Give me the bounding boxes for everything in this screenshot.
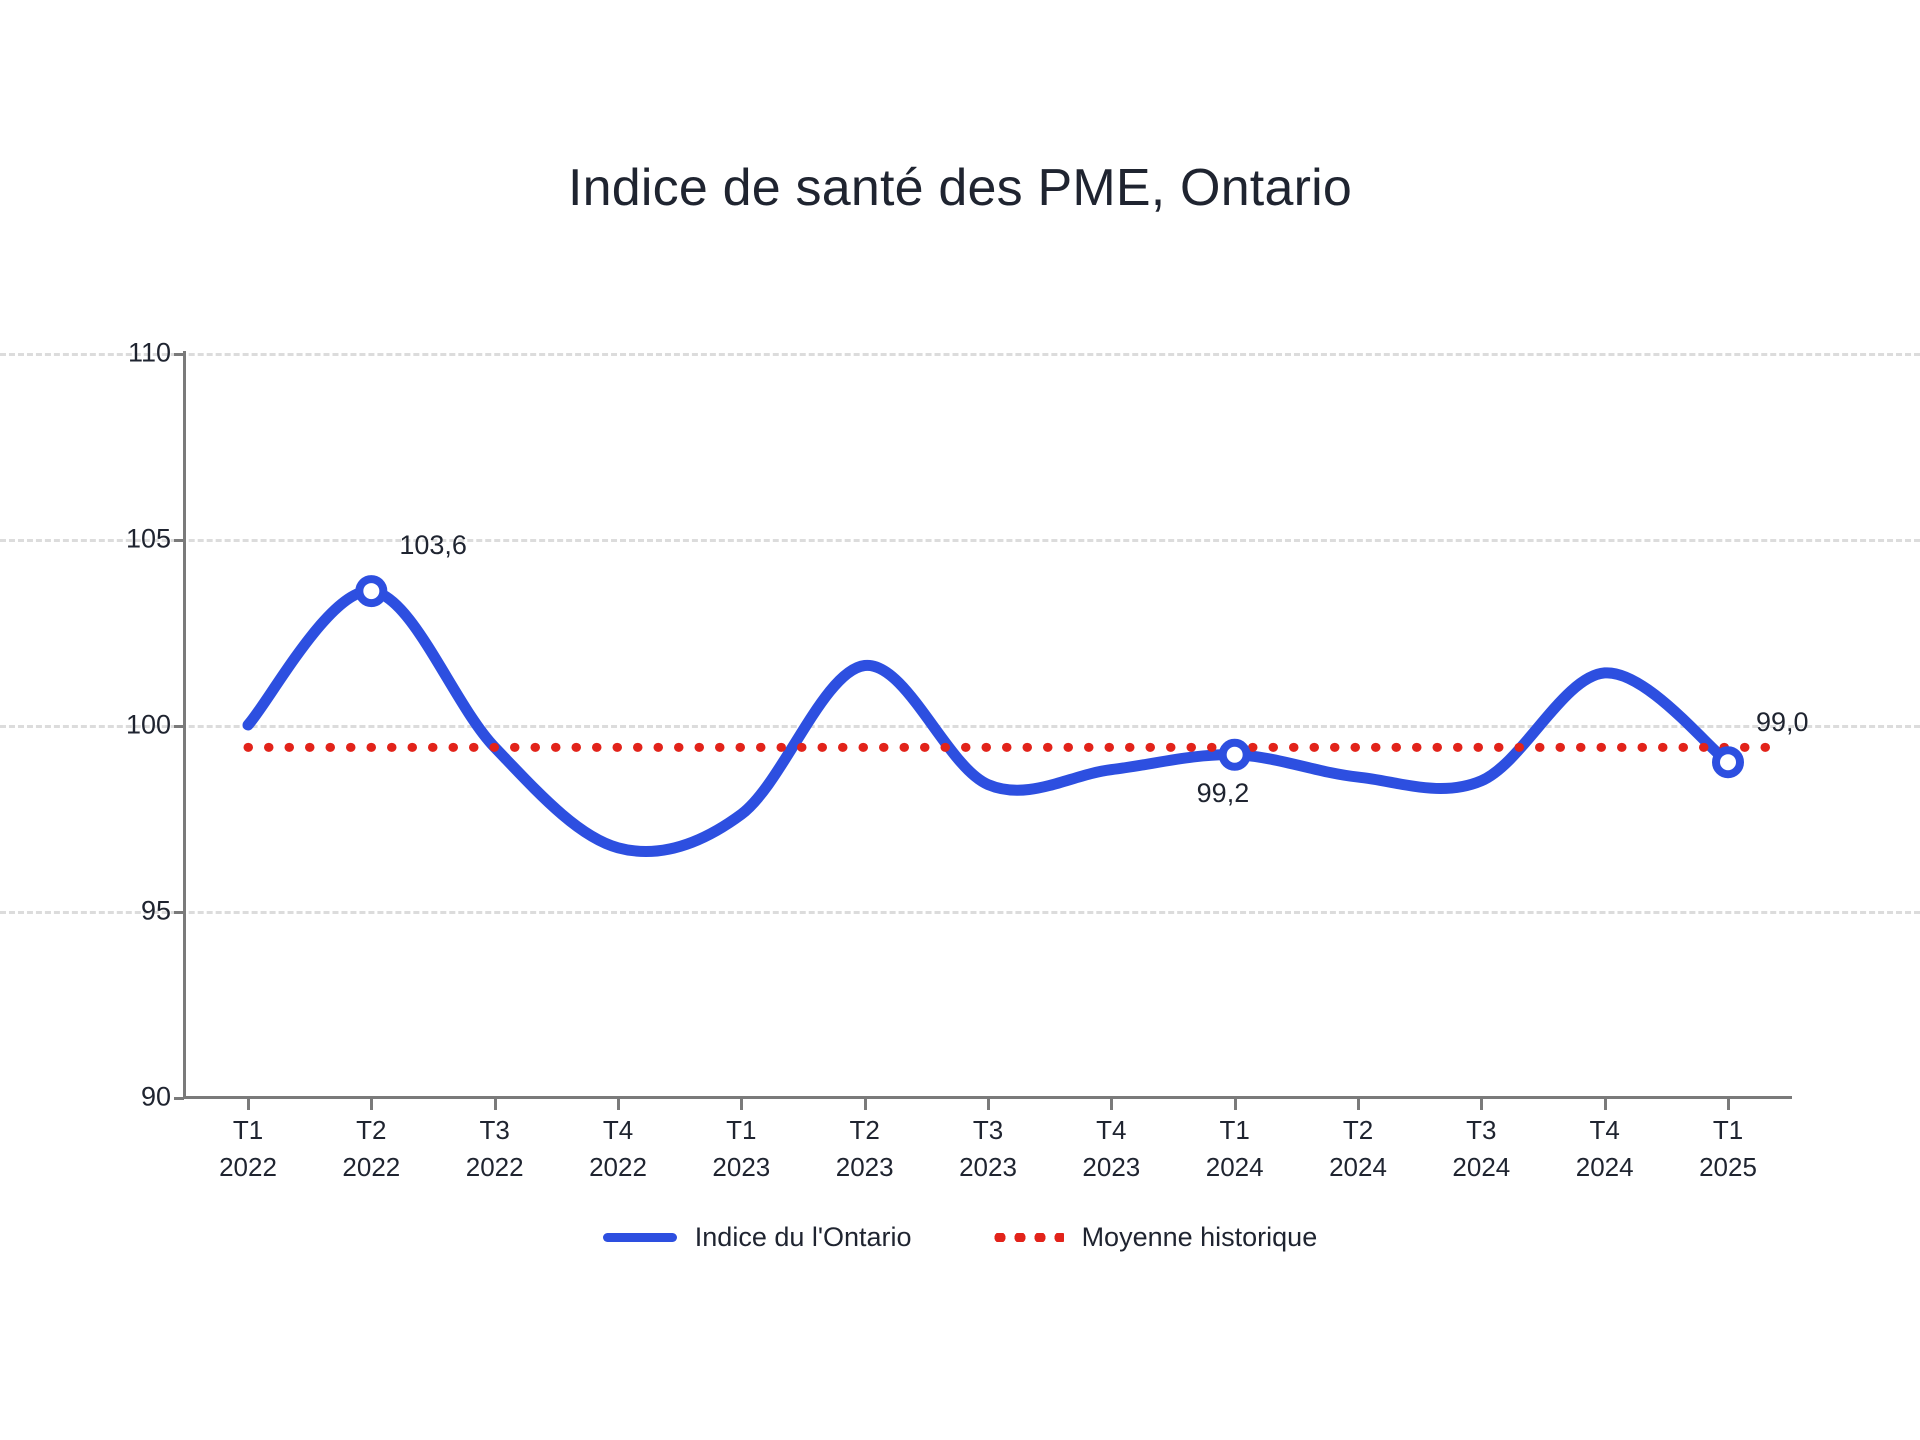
x-axis-label-year: 2023 xyxy=(1082,1152,1141,1182)
x-axis-label-year: 2025 xyxy=(1699,1152,1757,1182)
y-axis-label-100: 100 xyxy=(125,709,171,740)
y-axis-label-90: 90 xyxy=(140,1081,171,1112)
x-axis-label-quarter: T3 xyxy=(479,1115,510,1145)
data-point-marker[interactable] xyxy=(1223,743,1247,767)
x-axis-label-quarter: T4 xyxy=(1589,1115,1620,1145)
solid-line-icon xyxy=(603,1233,677,1242)
x-axis-label-year: 2024 xyxy=(1329,1152,1387,1182)
chart-title: Indice de santé des PME, Ontario xyxy=(568,159,1352,217)
data-point-label: 99,2 xyxy=(1196,777,1250,808)
x-axis-label-year: 2023 xyxy=(959,1152,1017,1182)
data-point-marker[interactable] xyxy=(359,579,383,603)
series-line-ontario-index xyxy=(248,591,1728,852)
x-axis-label-year: 2023 xyxy=(835,1152,894,1182)
y-axis-label-110: 110 xyxy=(127,337,171,368)
dotted-line-icon xyxy=(990,1233,1064,1242)
x-axis-label-quarter: T2 xyxy=(849,1115,880,1145)
x-axis-label-year: 2024 xyxy=(1575,1152,1634,1182)
data-point-label: 99,0 xyxy=(1756,707,1809,738)
x-axis-label-quarter: T1 xyxy=(232,1115,264,1145)
y-axis-label-105: 105 xyxy=(125,523,171,554)
x-axis-label-quarter: T1 xyxy=(1219,1115,1250,1145)
legend-item-ontario-index[interactable] xyxy=(603,1222,912,1253)
legend-label-historical-average: Moyenne historique xyxy=(1081,1222,1318,1252)
x-axis-label-year: 2022 xyxy=(589,1152,647,1182)
x-axis-label-year: 2022 xyxy=(219,1152,277,1182)
x-axis-label-quarter: T1 xyxy=(1712,1115,1744,1145)
x-axis-label-year: 2024 xyxy=(1452,1152,1511,1182)
legend-label-ontario-index: Indice du l'Ontario xyxy=(694,1222,912,1252)
x-axis-label-year: 2022 xyxy=(465,1152,524,1182)
x-axis-label-quarter: T3 xyxy=(972,1115,1004,1145)
x-axis-label-quarter: T2 xyxy=(1342,1115,1374,1145)
legend-item-historical-average[interactable] xyxy=(990,1222,1318,1253)
x-axis-label-quarter: T3 xyxy=(1466,1115,1497,1145)
x-axis-label-quarter: T4 xyxy=(1096,1115,1127,1145)
x-axis-label-year: 2023 xyxy=(712,1152,771,1182)
x-axis-label-quarter: T1 xyxy=(726,1115,757,1145)
x-axis-label-quarter: T2 xyxy=(356,1115,387,1145)
x-axis-label-quarter: T4 xyxy=(602,1115,634,1145)
data-point-label: 103,6 xyxy=(399,530,467,561)
data-point-marker[interactable] xyxy=(1716,750,1740,774)
x-axis-label-year: 2024 xyxy=(1205,1152,1264,1182)
x-axis-label-year: 2022 xyxy=(342,1152,401,1182)
chart-legend xyxy=(0,1222,1920,1253)
y-axis-label-95: 95 xyxy=(140,895,171,926)
